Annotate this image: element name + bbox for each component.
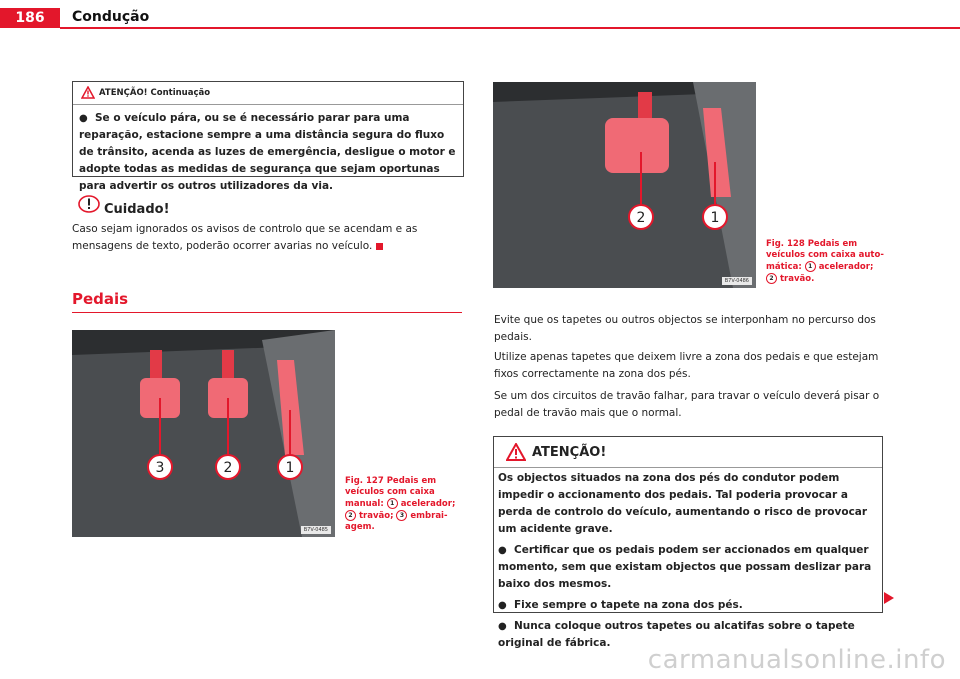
bullet-text: Certificar que os pedais podem ser accionados em qualquer momento, sem que existam objectos que possam deslizar para baixo dos mesmos. xyxy=(498,544,872,590)
bullet-icon: ● xyxy=(498,545,507,556)
warning-box-body xyxy=(494,468,882,652)
bullet-icon: ● xyxy=(498,600,507,611)
warning-bullet xyxy=(498,597,878,614)
callout-1: 1 xyxy=(710,210,720,226)
bullet-text: Nunca coloque outros tapetes ou alcatifas sobre o tapete original de fábrica. xyxy=(498,620,855,649)
page-header xyxy=(0,0,960,28)
figure-code: B7V-0486 xyxy=(722,277,752,285)
warning-intro: Os objectos situados na zona dos pés do condutor podem impedir o accionamento dos pedais. Tal poderia provocar a perda de controlo do veículo, aumentando o risco de provocar um acidente grave. xyxy=(498,472,868,535)
page-number: 186 xyxy=(0,8,60,28)
caution-text: Caso sejam ignorados os avisos de controlo que se acendam e as mensagens de texto, poderão ocorrer avarias no veículo. xyxy=(72,223,418,252)
caution-exclamation-icon xyxy=(78,195,100,213)
warning-triangle-icon xyxy=(81,86,95,99)
warning-box xyxy=(493,436,883,649)
caption-label-2: travão; xyxy=(358,511,394,521)
ref-number-1: 1 xyxy=(805,261,816,272)
caution-body xyxy=(72,221,464,255)
figure-128-image xyxy=(493,82,756,288)
caption-label-3: embraiagem. xyxy=(345,511,448,532)
warning-bullet xyxy=(498,542,878,593)
caption-text: Fig. 127 Pedais em veículos com caixa manual: xyxy=(345,476,437,509)
bullet-icon: ● xyxy=(79,113,88,124)
ref-number-2: 2 xyxy=(345,510,356,521)
warning-triangle-icon xyxy=(506,443,526,461)
warning-bullet-text: Se o veículo pára, ou se é necessário parar para uma reparação, estacione sempre a uma distância segura do fluxo de trânsito, acenda as luzes de emergência, desligue o motor e adopte todas as medidas de segurança que sejam oportunas para advertir os outros utilizadores da via. xyxy=(79,112,456,192)
bullet-icon: ● xyxy=(498,621,507,632)
paragraph-1: Evite que os tapetes ou outros objectos se interponham no percurso dos pedais. xyxy=(494,314,876,343)
warning-box-body xyxy=(73,105,463,195)
figure-127-image xyxy=(72,330,335,537)
figure-127-caption xyxy=(345,476,460,533)
bullet-text: Fixe sempre o tapete na zona dos pés. xyxy=(514,599,743,611)
figure-code: B7V-0485 xyxy=(301,526,331,534)
pedals-manual-illustration xyxy=(72,330,335,537)
paragraph-3: Se um dos circuitos de travão falhar, para travar o veículo deverá pisar o pedal de travão mais que o normal. xyxy=(494,390,880,419)
warning-box-title-row xyxy=(494,437,882,468)
caption-label-2: travão. xyxy=(779,274,815,284)
callout-3: 3 xyxy=(155,460,165,476)
header-rule xyxy=(60,27,960,29)
end-marker-icon xyxy=(376,243,383,250)
section-title: Condução xyxy=(72,9,150,25)
figure-128-caption xyxy=(766,239,886,285)
caption-label-1: acelerador; xyxy=(400,499,456,509)
watermark: carmanualsonline.info xyxy=(647,645,946,675)
ref-number-3: 3 xyxy=(396,510,407,521)
caption-text: Fig. 128 Pedais em veículos com caixa automática: xyxy=(766,239,884,272)
callout-2: 2 xyxy=(223,460,233,476)
heading-rule xyxy=(72,312,462,313)
ref-number-1: 1 xyxy=(387,498,398,509)
warning-box-title: ATENÇÃO! Continuação xyxy=(99,88,211,98)
caution-block xyxy=(72,193,464,255)
warning-box-continuation xyxy=(72,81,464,192)
section-heading-pedais: Pedais xyxy=(72,290,129,308)
callout-1: 1 xyxy=(285,460,295,476)
caption-label-1: acelerador; xyxy=(818,262,874,272)
ref-number-2: 2 xyxy=(766,273,777,284)
warning-box-title-row xyxy=(73,82,463,105)
callout-2: 2 xyxy=(636,210,646,226)
continue-arrow-icon xyxy=(884,592,894,604)
caution-title: Cuidado! xyxy=(104,202,170,217)
pedals-automatic-illustration xyxy=(493,82,756,288)
warning-box-title: ATENÇÃO! xyxy=(532,445,607,460)
paragraph-2: Utilize apenas tapetes que deixem livre a zona dos pedais e que estejam fixos correctamente na zona dos pés. xyxy=(494,351,879,380)
